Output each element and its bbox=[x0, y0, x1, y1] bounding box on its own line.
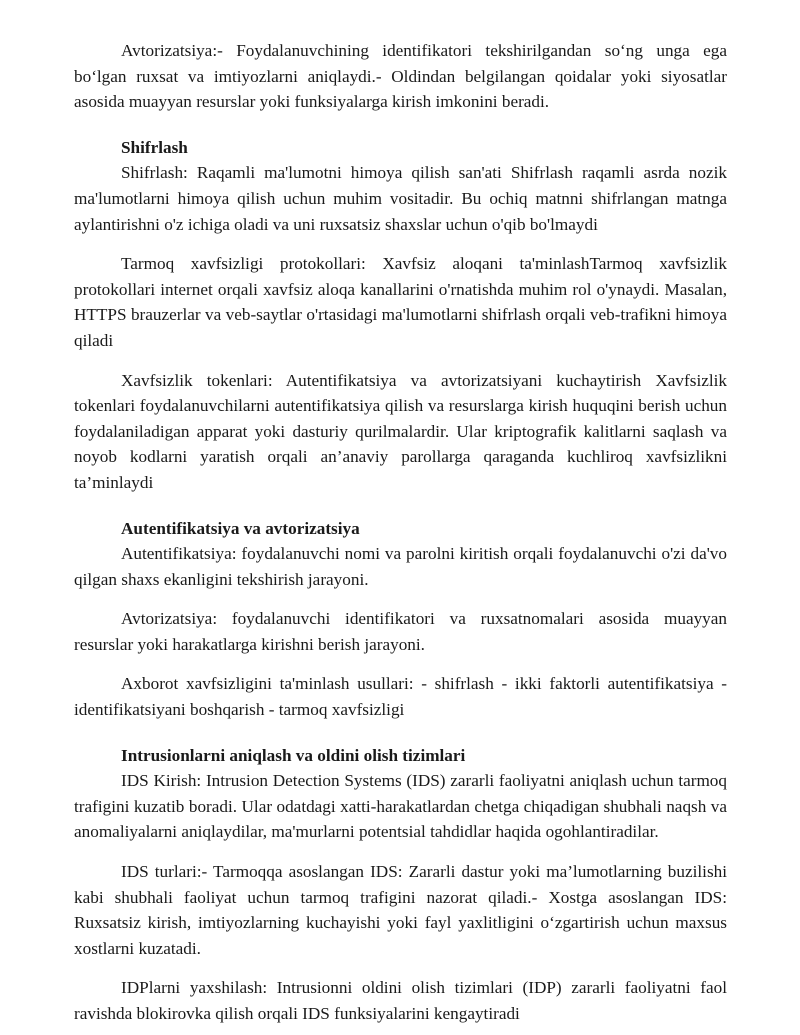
paragraph-ids-turlari: IDS turlari:- Tarmoqqa asoslangan IDS: Zararli dastur yoki ma’lumotlarning buzilishi kabi shubhali faoliyat uchun tarmoq trafigini nazorat qiladi.- Xostga asoslangan IDS: Ruxsatsiz kirish, imtiyozlarning kuchayishi yoki fayl yaxlitligini o‘zgartirish uchun maxsus xostlarni kuzatadi. bbox=[74, 862, 727, 958]
paragraph-xavfsizlik-tokenlari: Xavfsizlik tokenlari: Autentifikatsiya va avtorizatsiyani kuchaytirish Xavfsizlik tokenlari foydalanuvchilarni autentifikatsiya qilish va resurslarga kirish huquqini berish uchun foydalaniladigan apparat yoki dasturiy qurilmalardir. Ular kriptografik kalitlarni saqlash va noyob kodlarni yaratish orqali an’anaviy parollarga qaraganda kuchliroq xavfsizlikni ta’minlaydi bbox=[74, 370, 727, 492]
heading-shifrlash: Shifrlash bbox=[121, 137, 188, 157]
heading-autentifikatsiya: Autentifikatsiya va avtorizatsiya bbox=[121, 518, 360, 538]
paragraph-ids-kirish: IDS Kirish: Intrusion Detection Systems (IDS) zararli faoliyatni aniqlash uchun tarmoq trafigini kuzatib boradi. Ular odatdagi xatti-harakatlardan chetga chiqadigan shubhali naqsh va anomaliyalarni aniqlaydilar, ma'murlarni potentsial tahdidlar haqida ogohlantiradilar. bbox=[74, 771, 727, 842]
paragraph-shifrlash: Shifrlash: Raqamli ma'lumotni himoya qilish san'ati Shifrlash raqamli asrda nozik ma'lumotlarni himoya qilish uchun muhim vositadir. Bu ochiq matnni shifrlangan matnga aylantirishni o'z ichiga oladi va uni ruxsatsiz shaxslar uchun o'qib bo'lmaydi bbox=[74, 163, 727, 234]
paragraph-avtorizatsiya-intro: Avtorizatsiya:- Foydalanuvchining identifikatori tekshirilgandan so‘ng unga ega bo‘lgan ruxsat va imtiyozlarni aniqlaydi.- Oldindan belgilangan qoidalar yoki siyosatlar asosida muayyan resurslar yoki funksiyalarga kirish imkonini beradi. bbox=[74, 41, 727, 112]
paragraph-idp-yaxshilash: IDPlarni yaxshilash: Intrusionni oldini olish tizimlari (IDP) zararli faoliyatni faol ravishda blokirovka qilish orqali IDS funksiyalarini kengaytiradi bbox=[74, 978, 727, 1023]
paragraph-autentifikatsiya: Autentifikatsiya: foydalanuvchi nomi va parolni kiritish orqali foydalanuvchi o'zi da'vo qilgan shaxs ekanligini tekshirish jarayoni. bbox=[74, 544, 727, 589]
heading-intrusion-tizimlari: Intrusionlarni aniqlash va oldini olish tizimlari bbox=[121, 745, 466, 765]
paragraph-xavfsizlik-usullari: Axborot xavfsizligini ta'minlash usullari: - shifrlash - ikki faktorli autentifikatsiya - identifikatsiyani boshqarish - tarmoq xavfsizligi bbox=[74, 674, 727, 720]
paragraph-tarmoq-protokollari: Tarmoq xavfsizligi protokollari: Xavfsiz aloqani ta'minlashTarmoq xavfsizlik protokollari internet orqali xavfsiz aloqa kanallarini o'rnatishda muhim rol o'ynaydi. Masalan, HTTPS brauzerlar va veb-saytlar o'rtasidagi ma'lumotlarni shifrlash orqali veb-trafikni himoya qiladi bbox=[74, 254, 727, 350]
document-page bbox=[74, 38, 727, 1027]
paragraph-avtorizatsiya: Avtorizatsiya: foydalanuvchi identifikatori va ruxsatnomalari asosida muayyan resurslar yoki harakatlarga kirishni berish jarayoni. bbox=[74, 609, 727, 654]
